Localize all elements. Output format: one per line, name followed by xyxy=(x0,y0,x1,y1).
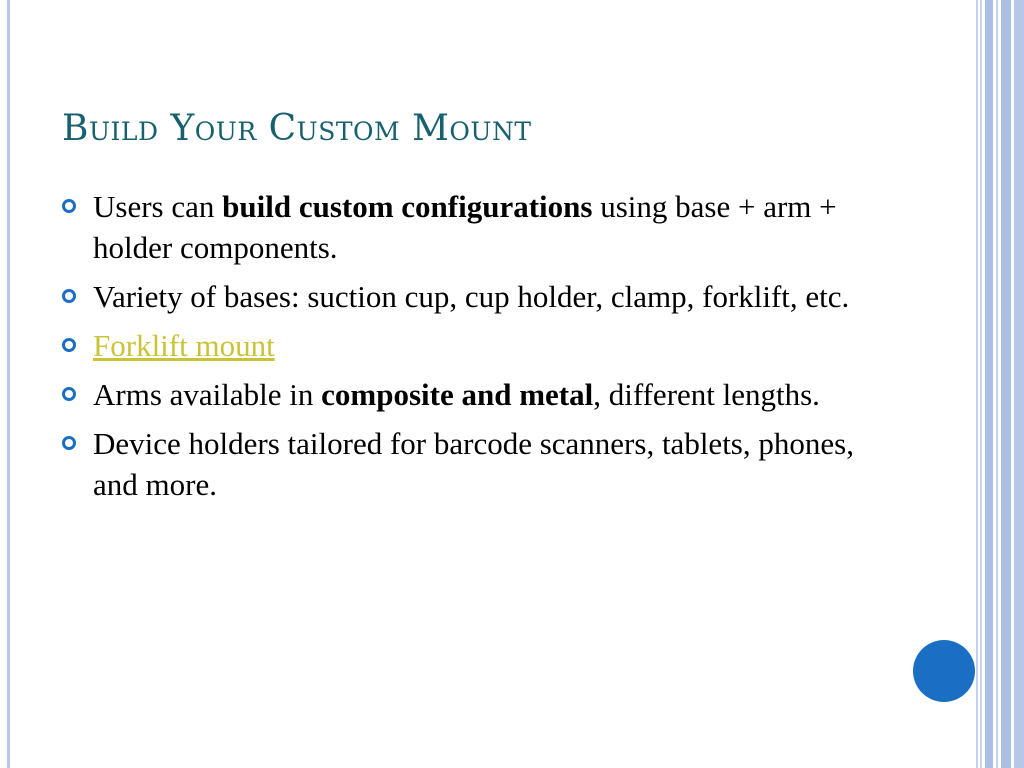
bullet-list xyxy=(62,186,882,513)
bullet-text xyxy=(93,189,837,265)
text-run: Users can xyxy=(93,189,223,224)
bullet-text: Variety of bases: suction cup, cup holder, clamp, forklift, etc. xyxy=(93,279,850,314)
stripe xyxy=(996,0,998,768)
stripe xyxy=(1001,0,1011,768)
ring-bullet-icon xyxy=(62,289,76,303)
slide-title: Build Your Custom Mount xyxy=(62,108,532,149)
ring-bullet-icon xyxy=(62,199,76,213)
bullet-text: Device holders tailored for barcode scanners, tablets, phones, and more. xyxy=(93,426,854,502)
stripe xyxy=(980,0,982,768)
stripe xyxy=(976,0,978,768)
stripe xyxy=(1014,0,1024,768)
bullet-item xyxy=(62,325,882,366)
ring-bullet-icon xyxy=(62,338,76,352)
forklift-mount-link[interactable]: Forklift mount xyxy=(93,328,275,363)
stripe xyxy=(985,0,993,768)
bullet-text xyxy=(93,377,820,412)
text-run: Arms available in xyxy=(93,377,322,412)
ring-bullet-icon xyxy=(62,387,76,401)
left-border-rule xyxy=(7,0,10,768)
bullet-item xyxy=(62,374,882,415)
ring-bullet-icon xyxy=(62,436,76,450)
text-run: , different lengths. xyxy=(593,377,820,412)
bold-text-run: build custom configurations xyxy=(222,189,593,224)
bullet-item xyxy=(62,423,882,505)
decorative-circle xyxy=(913,640,975,702)
bullet-item xyxy=(62,276,882,317)
bullet-item xyxy=(62,186,882,268)
text-run: using base + arm + holder components. xyxy=(93,189,837,265)
right-decorative-stripes xyxy=(976,0,1024,768)
bold-text-run: composite and metal xyxy=(321,377,594,412)
